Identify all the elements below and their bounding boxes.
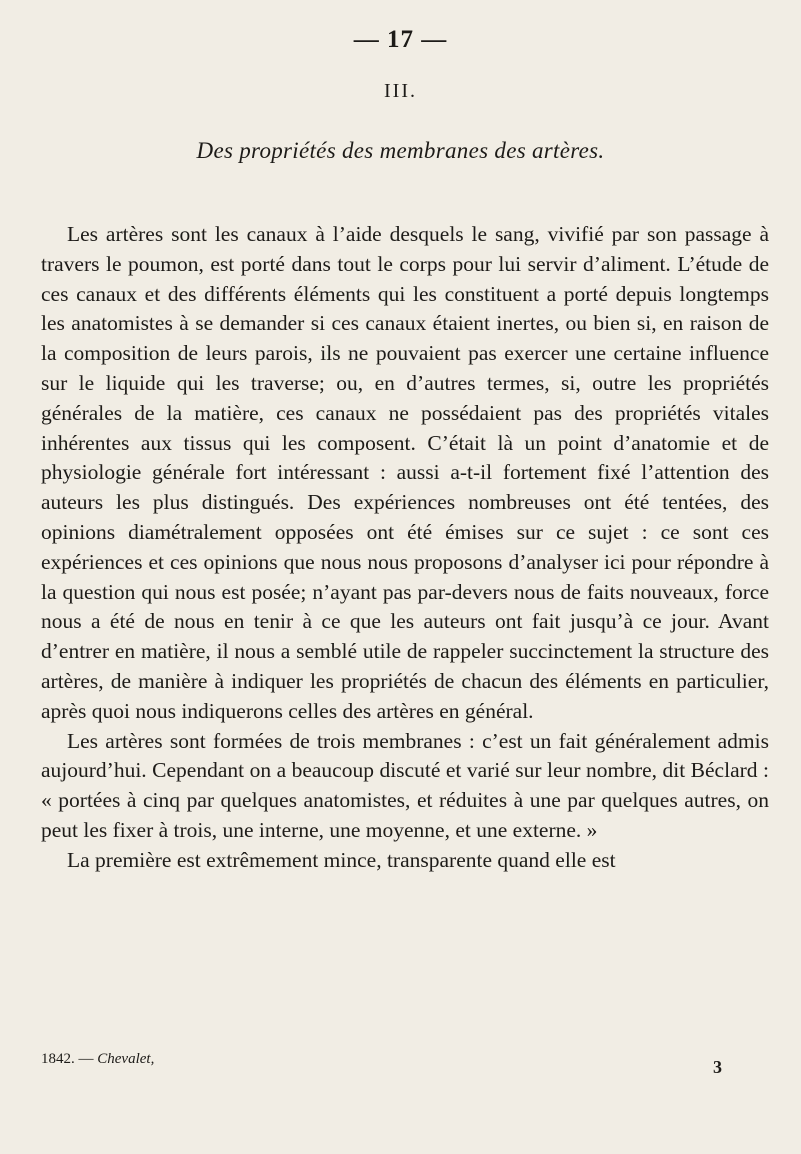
- section-number: III.: [384, 80, 417, 102]
- paragraph: Les artères sont les canaux à l’aide desquels le sang, vivifié par son passage à travers le poumon, est porté dans tout le corps pour lui servir d’aliment. L’étude de ces canaux et des différents éléments qui les constituent a porté depuis longtemps les anatomistes à se demander si ces canaux étaient inertes, ou bien si, en raison de la composition de leurs parois, ils ne pouvaient pas exercer une certaine influence sur le liquide qui les traverse; ou, en d’autres termes, si, outre les propriétés générales de la matière, ces canaux ne possédaient pas des propriétés vitales inhérentes aux tissus qui les composent. C’était là un point d’anatomie et de physiologie générale fort intéressant : aussi a-t-il fortement fixé l’attention des auteurs les plus distingués. Des expériences nombreuses ont été tentées, des opinions diamétralement opposées ont été émises sur ce sujet : ce sont ces expériences et ces opinions que nous nous proposons d’analyser ici pour répondre à la question qui nous est posée; n’ayant pas par-devers nous de faits nouveaux, force nous a été de nous en tenir à ce que les auteurs ont fait jusqu’à ce jour. Avant d’entrer en matière, il nous a semblé utile de rappeler succinctement la structure des artères, de manière à indiquer les propriétés de chacun des éléments en particulier, après quoi nous indiquerons celles des artères en général.: [41, 222, 769, 723]
- footer-note: [41, 1051, 154, 1068]
- footer-author: Chevalet,: [97, 1051, 155, 1067]
- body-text: [41, 220, 769, 876]
- paragraph: La première est extrêmement mince, transparente quand elle est: [67, 847, 616, 872]
- page-number: — 17 —: [353, 26, 448, 53]
- paragraph: Les artères sont formées de trois membranes : c’est un fait généralement admis aujourd’hui. Cependant on a beaucoup discuté et varié sur leur nombre, dit Béclard : « portées à cinq par quelques anatomistes, et réduites à une par quelques autres, on peut les fixer à trois, une interne, une moyenne, et une externe. »: [41, 728, 769, 842]
- footer-year: 1842. —: [41, 1051, 98, 1067]
- signature-mark: 3: [713, 1057, 722, 1077]
- section-title: Des propriétés des membranes des artères.: [196, 138, 605, 163]
